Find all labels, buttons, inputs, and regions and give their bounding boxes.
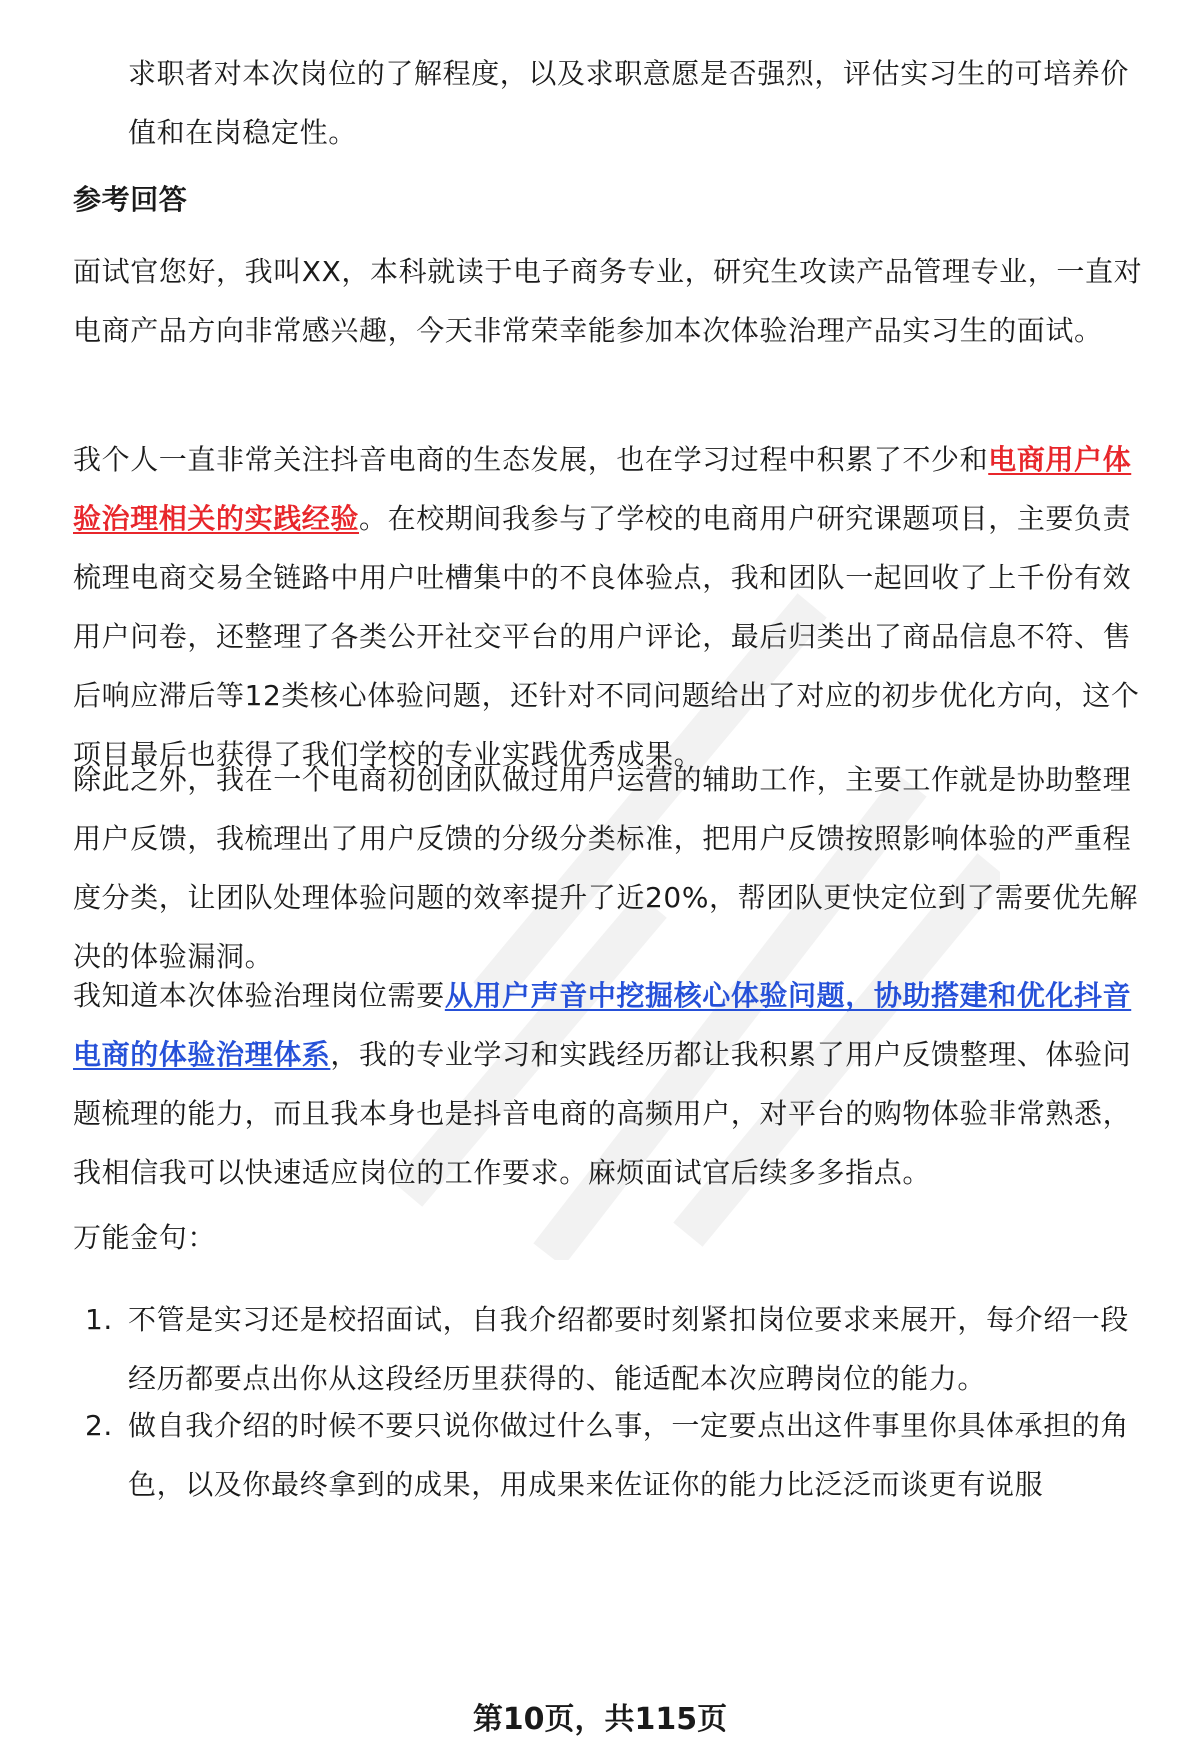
tip-number: 1. xyxy=(85,1303,113,1336)
intro-continuation: 求职者对本次岗位的了解程度，以及求职意愿是否强烈，评估实习生的可培养价值和在岗稳定性。 xyxy=(128,57,1130,149)
page-number-footer: 第10页，共115页 xyxy=(472,1702,728,1737)
tip-text: 不管是实习还是校招面试，自我介绍都要时刻紧扣岗位要求来展开，每介绍一段经历都要点出你从这段经历里获得的、能适配本次应聘岗位的能力。 xyxy=(128,1303,1130,1395)
tips-heading: 万能金句： xyxy=(73,1221,217,1254)
answer-paragraph-2 xyxy=(73,430,1153,784)
para2-text-after: 。在校期间我参与了学校的电商用户研究课题项目，主要负责梳理电商交易全链路中用户吐槽集中的不良体验点，我和团队一起回收了上千份有效用户问卷，还整理了各类公开社交平台的用户评论，最后归类出了商品信息不符、售后响应滞后等12类核心体验问题，还针对不同问题给出了对应的初步优化方向，这个项目最后也获得了我们学校的专业实践优秀成果。 xyxy=(73,502,1140,771)
tip-list-item-2 xyxy=(73,1396,1153,1514)
tip-text: 做自我介绍的时候不要只说你做过什么事，一定要点出这件事里你具体承担的角色，以及你最终拿到的成果，用成果来佐证你的能力比泛泛而谈更有说服 xyxy=(128,1409,1130,1501)
tip-number: 2. xyxy=(85,1409,113,1442)
tip-list-item-1 xyxy=(73,1290,1153,1408)
answer-paragraph-1: 面试官您好，我叫XX，本科就读于电子商务专业，研究生攻读产品管理专业，一直对电商产品方向非常感兴趣，今天非常荣幸能参加本次体验治理产品实习生的面试。 xyxy=(73,255,1143,347)
reference-heading: 参考回答 xyxy=(73,183,188,216)
answer-paragraph-3: 除此之外，我在一个电商初创团队做过用户运营的辅助工作，主要工作就是协助整理用户反馈，我梳理出了用户反馈的分级分类标准，把用户反馈按照影响体验的严重程度分类，让团队处理体验问题的效率提升了近20%，帮团队更快定位到了需要优先解决的体验漏洞。 xyxy=(73,763,1139,973)
para2-highlight: 电商用户体验治理相关的实践经验 xyxy=(73,443,1132,535)
para2-text-before: 我个人一直非常关注抖音电商的生态发展，也在学习过程中积累了不少和 xyxy=(73,443,989,476)
para4-highlight: 从用户声音中挖掘核心体验问题，协助搭建和优化抖音电商的体验治理体系 xyxy=(73,979,1132,1071)
para4-text-before: 我知道本次体验治理岗位需要 xyxy=(73,979,445,1012)
para4-text-after: ，我的专业学习和实践经历都让我积累了用户反馈整理、体验问题梳理的能力，而且我本身也是抖音电商的高频用户，对平台的购物体验非常熟悉，我相信我可以快速适应岗位的工作要求。麻烦面试官后续多多指点。 xyxy=(73,1038,1132,1189)
answer-paragraph-4 xyxy=(73,966,1153,1202)
